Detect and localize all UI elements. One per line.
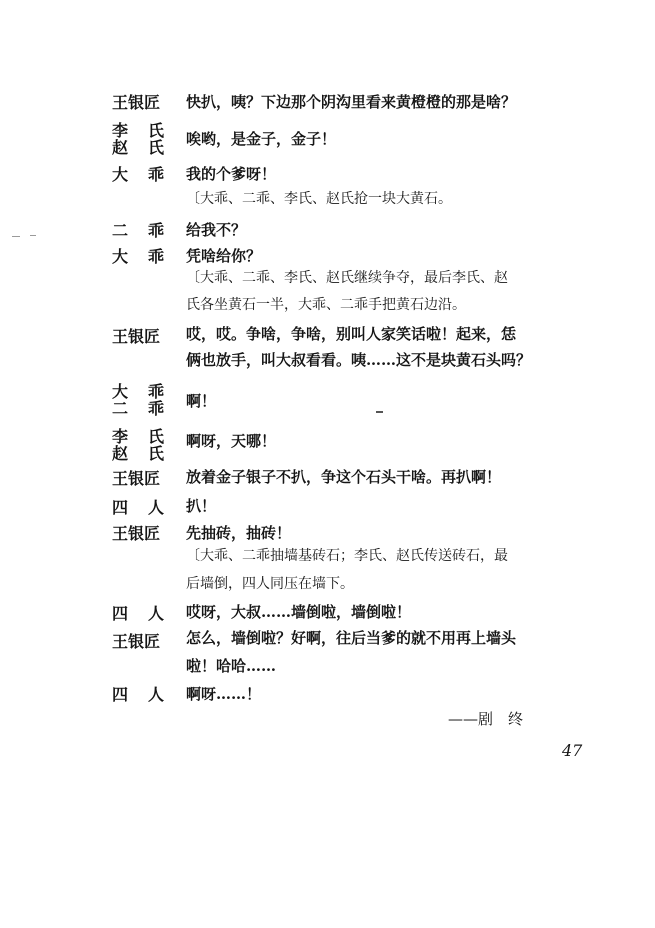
- speaker-da-er-guai: 大 乖 二 乖: [112, 382, 164, 418]
- dialogue-line: 啦！哈哈……: [186, 657, 277, 675]
- speaker-wang-yinjiang: 王银匠: [112, 632, 161, 651]
- stage-direction: 氏各坐黄石一半，大乖、二乖手把黄石边沿。: [186, 297, 466, 313]
- dialogue-line: 俩也放手，叫大叔看看。咦……这不是块黄石头吗？: [186, 351, 532, 369]
- scan-speck: [376, 411, 383, 413]
- dialogue-line: 我的个爹呀！: [186, 165, 277, 183]
- scan-speck: [30, 235, 36, 236]
- stage-direction: 后墙倒，四人同压在墙下。: [186, 576, 354, 592]
- dialogue-line: 凭啥给你？: [186, 247, 262, 265]
- dialogue-line: 哎，哎。争啥，争啥，别叫人家笑话啦！起来，恁: [186, 325, 517, 343]
- dialogue-line: 啊！: [186, 392, 217, 410]
- speaker-li-zhao: 李 氏 赵 氏: [112, 121, 164, 157]
- dialogue-line: 怎么，墙倒啦？好啊，往后当爹的就不用再上墙头: [186, 629, 517, 647]
- speaker-er-guai: 二 乖: [112, 221, 164, 240]
- stage-direction: 〔大乖、二乖、李氏、赵氏继续争夺，最后李氏、赵: [186, 270, 508, 286]
- speaker-wang-yinjiang: 王银匠: [112, 327, 161, 346]
- dialogue-line: 快扒，咦？下边那个阴沟里看来黄橙橙的那是啥？: [186, 93, 517, 111]
- speaker-wang-yinjiang: 王银匠: [112, 93, 161, 112]
- speaker-wang-yinjiang: 王银匠: [112, 469, 161, 488]
- stage-direction: 〔大乖、二乖抽墙基砖石；李氏、赵氏传送砖石，最: [186, 548, 508, 564]
- end-of-play-mark: ——剧 终: [448, 710, 524, 728]
- dialogue-line: 唉哟，是金子，金子！: [186, 130, 337, 148]
- speaker-da-guai: 大 乖: [112, 247, 164, 266]
- page-number: 47: [562, 741, 583, 760]
- scan-speck: [12, 236, 20, 237]
- dialogue-line: 先抽砖，抽砖！: [186, 524, 292, 542]
- speaker-si-ren: 四 人: [112, 604, 164, 623]
- speaker-da-guai: 大 乖: [112, 165, 164, 184]
- stage-direction: 〔大乖、二乖、李氏、赵氏抢一块大黄石。: [186, 191, 452, 207]
- speaker-li-zhao: 李 氏 赵 氏: [112, 427, 164, 463]
- dialogue-line: 扒！: [186, 497, 217, 515]
- speaker-si-ren: 四 人: [112, 685, 164, 704]
- dialogue-line: 给我不？: [186, 221, 247, 239]
- dialogue-line: 啊呀……！: [186, 685, 262, 703]
- dialogue-line: 哎呀，大叔……墙倒啦，墙倒啦！: [186, 603, 412, 621]
- dialogue-line: 啊呀，天哪！: [186, 432, 277, 450]
- speaker-wang-yinjiang: 王银匠: [112, 524, 161, 543]
- dialogue-line: 放着金子银子不扒，争这个石头干啥。再扒啊！: [186, 468, 502, 486]
- speaker-si-ren: 四 人: [112, 498, 164, 517]
